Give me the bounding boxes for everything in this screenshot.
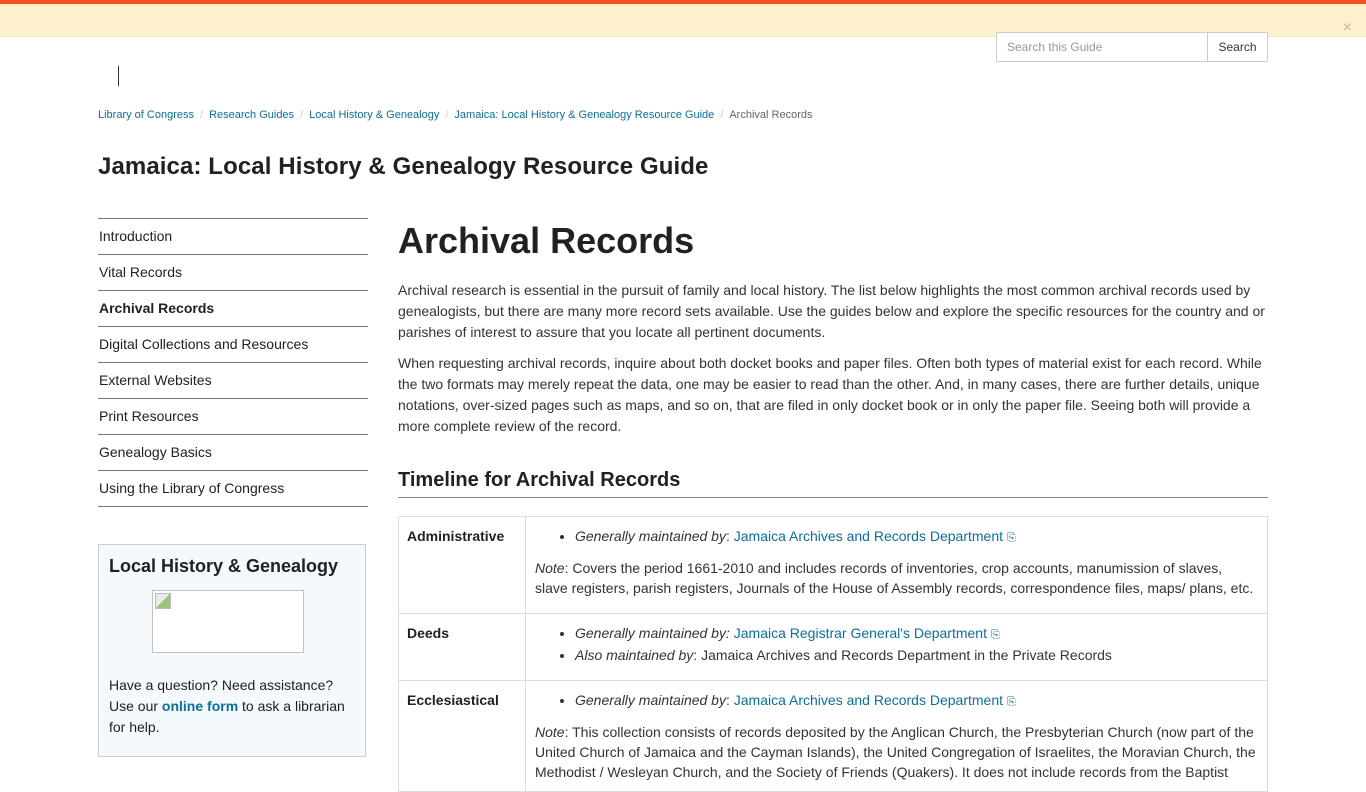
page-title: Archival Records — [398, 220, 695, 261]
breadcrumb-separator: / — [720, 109, 724, 121]
guide-search-form — [996, 32, 1268, 62]
sidebar-item-genealogy-basics[interactable]: Genealogy Basics — [98, 434, 368, 470]
sidebar-nav — [98, 218, 368, 507]
jamaica-archives-link[interactable]: Jamaica Archives and Records Department — [733, 692, 1003, 708]
list-item: Generally maintained by: Jamaica Archives and Records Department ⎘ — [560, 690, 1258, 712]
table-row — [399, 681, 1268, 792]
search-input[interactable] — [997, 33, 1207, 61]
sidebar-item-archival-records[interactable]: Archival Records — [98, 290, 368, 326]
timeline-table — [398, 516, 1268, 792]
intro-paragraph: Archival research is essential in the pursuit of family and local history. The list below highlights the most common archival records used by genealogists, but there are many more record sets available. Use the guides below and explore the specific resources for the country and or parishes of interest to assure that you locate all pertinent documents. — [398, 282, 1265, 340]
sidebar-item-external-websites[interactable]: External Websites — [98, 362, 368, 398]
record-details — [526, 614, 1268, 681]
record-type-label: Administrative — [399, 517, 526, 614]
breadcrumb-separator: / — [300, 109, 304, 121]
breadcrumb-separator: / — [445, 109, 449, 121]
breadcrumb-jamaica-guide[interactable]: Jamaica: Local History & Genealogy Resource Guide — [454, 109, 715, 121]
breadcrumb — [98, 108, 812, 122]
close-icon[interactable]: × — [1342, 19, 1352, 36]
guide-title: Jamaica: Local History & Genealogy Resource Guide — [98, 153, 709, 180]
table-row — [399, 517, 1268, 614]
record-type-label: Ecclesiastical — [399, 681, 526, 792]
also-maintained-by-prefix: Also maintained by — [575, 647, 694, 663]
record-details — [526, 681, 1268, 792]
jamaica-archives-link[interactable]: Jamaica Archives and Records Department — [733, 528, 1003, 544]
list-item: Generally maintained by: Jamaica Archives and Records Department ⎘ — [560, 526, 1258, 548]
maintained-by-prefix: Generally maintained by — [575, 528, 726, 544]
maintained-by-prefix: Generally maintained by — [575, 692, 726, 708]
broken-image-icon — [155, 593, 171, 609]
contact-text-after: to ask a librarian for help. — [109, 698, 345, 735]
breadcrumb-local-history-genealogy[interactable]: Local History & Genealogy — [309, 109, 440, 121]
note-label: Note — [535, 560, 565, 576]
table-row — [399, 614, 1268, 681]
sidebar-item-digital-collections[interactable]: Digital Collections and Resources — [98, 326, 368, 362]
sidebar-item-print-resources[interactable]: Print Resources — [98, 398, 368, 434]
section-title-timeline: Timeline for Archival Records — [398, 468, 1268, 498]
sidebar-item-introduction[interactable]: Introduction — [98, 218, 368, 254]
list-item: Also maintained by: Jamaica Archives and Records Department in the Private Records — [560, 645, 1258, 665]
record-type-label: Deeds — [399, 614, 526, 681]
registrar-general-link[interactable]: Jamaica Registrar General's Department — [733, 625, 987, 641]
sidebar-nav-bottom-border — [98, 506, 368, 507]
contact-box-text — [109, 675, 355, 738]
contact-text-before: Have a question? Need assistance? Use our — [109, 677, 334, 714]
breadcrumb-current-page: Archival Records — [729, 109, 813, 121]
broken-image-placeholder — [152, 590, 304, 653]
external-link-icon: ⎘ — [1007, 532, 1016, 544]
contact-box-title: Local History & Genealogy — [109, 556, 339, 576]
external-link-icon: ⎘ — [990, 629, 1000, 641]
sidebar-item-vital-records[interactable]: Vital Records — [98, 254, 368, 290]
logo-divider — [118, 66, 119, 86]
also-maintained-text: Jamaica Archives and Records Department in the Private Records — [697, 647, 1112, 663]
maintained-by-prefix: Generally maintained by: — [575, 625, 730, 641]
record-note: Note: This collection consists of records deposited by the Anglican Church, the Presbyterian Church (now part of the United Church of Jamaica and the Cayman Islands), the United Congregation of Israelites, the Moravian Church, the Methodist / Wesleyan Church, and the Society of Friends (Quakers). It does not include records from the Baptist — [535, 724, 1256, 780]
note-text: This collection consists of records deposited by the Anglican Church, the Presbyterian Church (now part of the United Church of Jamaica and the Cayman Islands), the United Congregation of Israelites, the Moravian Church, the Methodist / Wesleyan Church, and the Society of Friends (Quakers). It does not include records from the Baptist — [535, 724, 1256, 780]
breadcrumb-research-guides[interactable]: Research Guides — [209, 109, 295, 121]
main-content — [398, 218, 1268, 780]
record-details — [526, 517, 1268, 614]
search-button[interactable]: Search — [1207, 33, 1267, 61]
note-text: Covers the period 1661-2010 and includes records of inventories, crop accounts, manumission of slaves, slave registers, parish registers, Journals of the House of Assembly records, correspondence files, maps/ plans, etc. — [535, 560, 1254, 596]
record-note: Note: Covers the period 1661-2010 and includes records of inventories, crop accounts, manumission of slaves, slave registers, parish registers, Journals of the House of Assembly records, correspondence files, maps/ plans, etc. — [535, 560, 1254, 596]
local-history-contact-box — [98, 544, 366, 757]
online-form-link[interactable]: online form — [161, 698, 239, 714]
breadcrumb-library-of-congress[interactable]: Library of Congress — [98, 109, 194, 121]
list-item — [560, 623, 1258, 645]
breadcrumb-separator: / — [200, 109, 204, 121]
external-link-icon: ⎘ — [1007, 696, 1016, 708]
note-label: Note — [535, 724, 565, 740]
docket-paragraph: When requesting archival records, inquire about both docket books and paper files. Often both types of material exist for each record. While the two formats may merely repeat the data, one may be easier to read than the other. And, in many cases, there are further details, unique notations, over-sized pages such as maps, and so on, that are filed in only docket book or in only the paper file. Seeing both will provide a more complete review of the record. — [398, 355, 1262, 434]
sidebar-item-using-loc[interactable]: Using the Library of Congress — [98, 470, 368, 506]
